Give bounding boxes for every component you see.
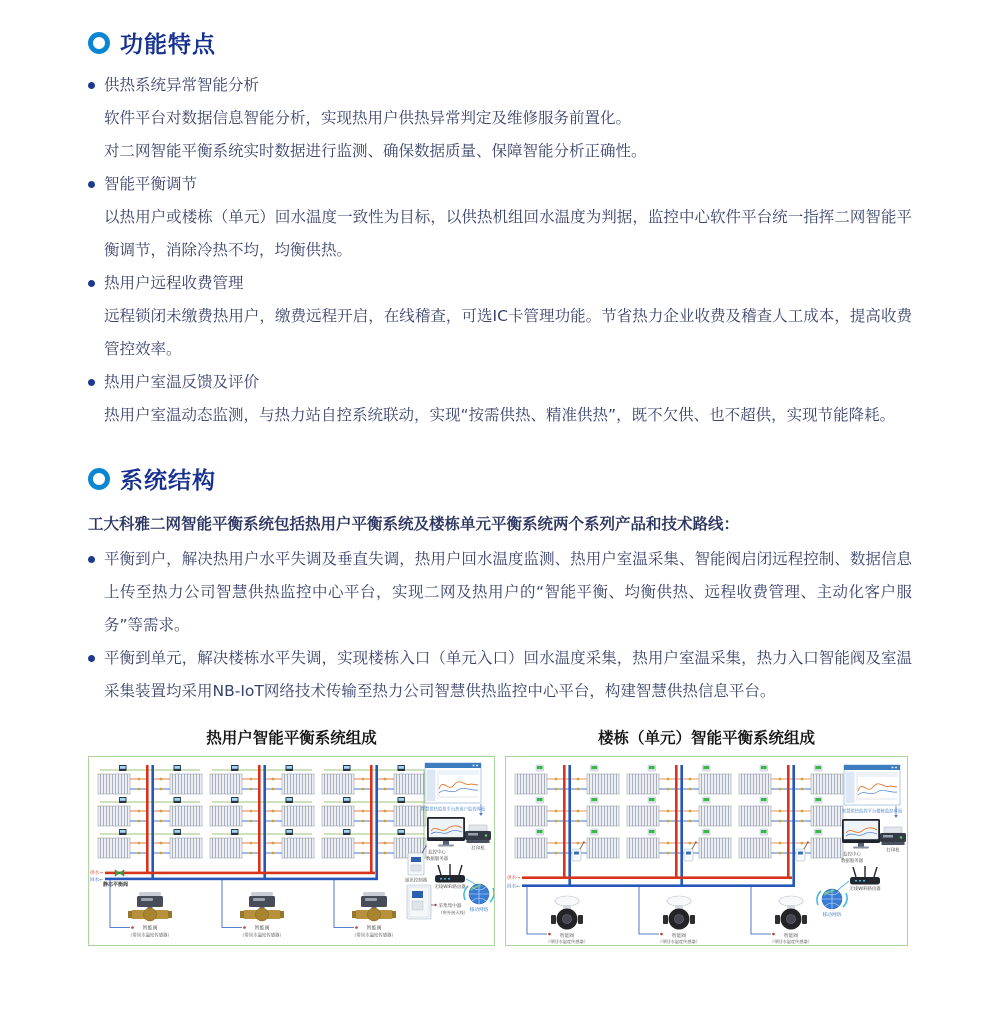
- valve-caption: （带回水温度传感器）: [770, 939, 812, 945]
- globe-icon: [817, 889, 847, 909]
- supply-label: 供水→: [507, 876, 521, 881]
- monitor-caption: 数据服务器: [841, 859, 863, 864]
- bullet-dot-icon: [88, 379, 95, 386]
- bullet-dot-icon: [88, 82, 95, 89]
- section-structure: [88, 462, 912, 708]
- arrow-icon: [894, 815, 898, 818]
- router-icon: [850, 866, 880, 885]
- smart-valve-group: [751, 887, 812, 945]
- printer-caption: 打印机: [886, 848, 900, 854]
- static-balancing-valve-icon: [115, 870, 124, 877]
- router-caption: 无线WIFI路由器: [849, 887, 881, 892]
- feature-title: 热用户室温反馈及评价: [104, 373, 260, 391]
- user-balance-diagram: [88, 756, 495, 946]
- diagram-user-balance: [88, 726, 495, 946]
- feature-title: 热用户远程收费管理: [104, 274, 244, 292]
- structure-bullet: 平衡到户，解决热用户水平失调及垂直失调，热用户回水温度监测、热用户室温采集、智能阀启闭远程控制、数据信息上传至热力公司智慧供热监控中心平台，实现二网及热用户的“智能平衡、均衡供热、远程收费管理、主动化客户服务”等需求。: [88, 543, 912, 642]
- bullet-dot-icon: [88, 181, 95, 188]
- bullet-dot-icon: [88, 280, 95, 287]
- return-main-pipe: [522, 884, 795, 887]
- feature-item: [88, 366, 912, 432]
- globe-caption: 移动网络: [469, 908, 489, 913]
- return-label: 回水←: [90, 878, 104, 883]
- valve-caption: （带回水温度传感器）: [352, 933, 396, 939]
- router-caption: 无线WIFI路由器: [434, 885, 466, 890]
- return-label: 回水←: [507, 884, 521, 890]
- supply-main-pipe: [522, 876, 792, 879]
- section-ring-icon: [88, 468, 110, 490]
- structure-intro: 工大科雅二网智能平衡系统包括热用户平衡系统及楼栋单元平衡系统两个系列产品和技术路线：: [88, 515, 740, 533]
- section-title: 功能特点: [120, 32, 216, 58]
- cabinet-caption: 采集集中器: [438, 904, 462, 909]
- valve-caption: 智能阀: [783, 934, 799, 939]
- valve-caption: （带回水温度传感器）: [128, 933, 172, 939]
- smart-valve-group: [334, 880, 396, 939]
- smart-valve-icon: [352, 892, 396, 921]
- smart-valve-icon: [240, 892, 284, 921]
- supply-main-pipe: [105, 872, 375, 875]
- valve-caption: （带回水温度传感器）: [546, 939, 588, 945]
- diagram-title: 热用户智能平衡系统组成: [206, 729, 377, 747]
- section-heading-structure: [88, 462, 912, 495]
- diagram-row: [88, 726, 912, 946]
- smart-valve-icon: [663, 896, 695, 930]
- feature-description: 远程锁闭未缴费热用户，缴费远程开启，在线稽查，可选IC卡管理功能。节省热力企业收费及稽查人工成本，提高收费管控效率。: [104, 307, 912, 358]
- section-heading-features: [88, 26, 912, 59]
- valve-caption: 智能阀: [559, 934, 575, 939]
- feature-title: 智能平衡调节: [104, 175, 198, 193]
- valve-caption: （带回水温度传感器）: [240, 933, 284, 939]
- structure-bullet: 平衡到单元，解决楼栋水平失调，实现楼栋入口（单元入口）回水温度采集，热用户室温采集，热力入口智能阀及室温采集装置均采用NB-IoT网络技术传输至热力公司智慧供热监控中心平台，构建智慧供热信息平台。: [88, 642, 912, 708]
- feature-description: 热用户室温动态监测，与热力站自控系统联动，实现“按需供热、精准供热”，既不欠供、也不超供，实现节能降耗。: [104, 406, 896, 424]
- feature-description: 以热用户或楼栋（单元）回水温度一致性为目标，以供热机组回水温度为判据，监控中心软件平台统一指挥二网智能平衡调节，消除冷热不均，均衡供热。: [104, 208, 912, 259]
- static-valve-label: 静态平衡阀: [103, 882, 129, 888]
- smart-valve-icon: [128, 892, 172, 921]
- globe-caption: 移动网络: [822, 913, 842, 918]
- printer-icon: [465, 825, 491, 843]
- feature-description: 软件平台对数据信息智能分析，实现热用户供热异常判定及维修服务前置化。: [104, 109, 632, 127]
- building-balance-diagram: [505, 756, 908, 946]
- valve-caption: 智能阀: [254, 925, 270, 932]
- cabinet-icon: [407, 885, 431, 919]
- arrow-icon: [479, 813, 483, 816]
- bullet-dot-icon: [88, 556, 95, 563]
- screenshot-caption: 智慧供热监控平台楼栋监控界面: [841, 809, 903, 815]
- caption-dot: [434, 904, 436, 906]
- valve-caption: 智能阀: [671, 934, 687, 939]
- smart-valve-group: [222, 880, 284, 939]
- monitor-caption: 数据服务器: [426, 857, 448, 862]
- globe-icon: [464, 884, 494, 904]
- connector-line: [837, 881, 849, 891]
- valve-caption: 智能阀: [142, 925, 158, 932]
- monitor-icon: [427, 817, 465, 847]
- monitor-icon: [842, 819, 880, 849]
- bullet-dot-icon: [88, 655, 95, 662]
- valve-caption: （带回水温度传感器）: [658, 939, 700, 945]
- software-screenshot-icon: [425, 763, 481, 803]
- return-main-pipe: [105, 878, 378, 881]
- printer-caption: 打印机: [471, 846, 485, 852]
- router-icon: [435, 864, 465, 883]
- section-title: 系统结构: [120, 468, 216, 494]
- diagram-title: 楼栋（单元）智能平衡系统组成: [597, 729, 815, 747]
- feature-item: [88, 168, 912, 267]
- valve-caption: 智能阀: [366, 925, 382, 932]
- feature-title: 供热系统异常智能分析: [104, 76, 260, 94]
- smart-valve-icon: [775, 896, 807, 930]
- feature-item: [88, 69, 912, 168]
- printer-icon: [880, 827, 906, 845]
- monitor-caption: 监控中心: [428, 850, 446, 856]
- smart-valve-group: [639, 887, 700, 945]
- cabinet-caption: （带外接天线）: [438, 910, 468, 915]
- software-screenshot-icon: [844, 765, 900, 805]
- section-ring-icon: [88, 32, 110, 54]
- monitor-caption: 监控中心: [843, 852, 861, 858]
- diagram-building-balance: [505, 726, 908, 946]
- feature-item: [88, 267, 912, 366]
- screenshot-caption: 智慧供热监控平台热用户监控界面: [420, 807, 486, 813]
- supply-label: 供水→: [90, 871, 104, 876]
- smart-valve-icon: [551, 896, 583, 930]
- smart-valve-group: [110, 880, 172, 939]
- smart-valve-group: [527, 887, 588, 945]
- feature-description: 对二网智能平衡系统实时数据进行监测、确保数据质量、保障智能分析正确性。: [104, 142, 647, 160]
- wallbox-caption: 通讯控制器: [405, 878, 427, 884]
